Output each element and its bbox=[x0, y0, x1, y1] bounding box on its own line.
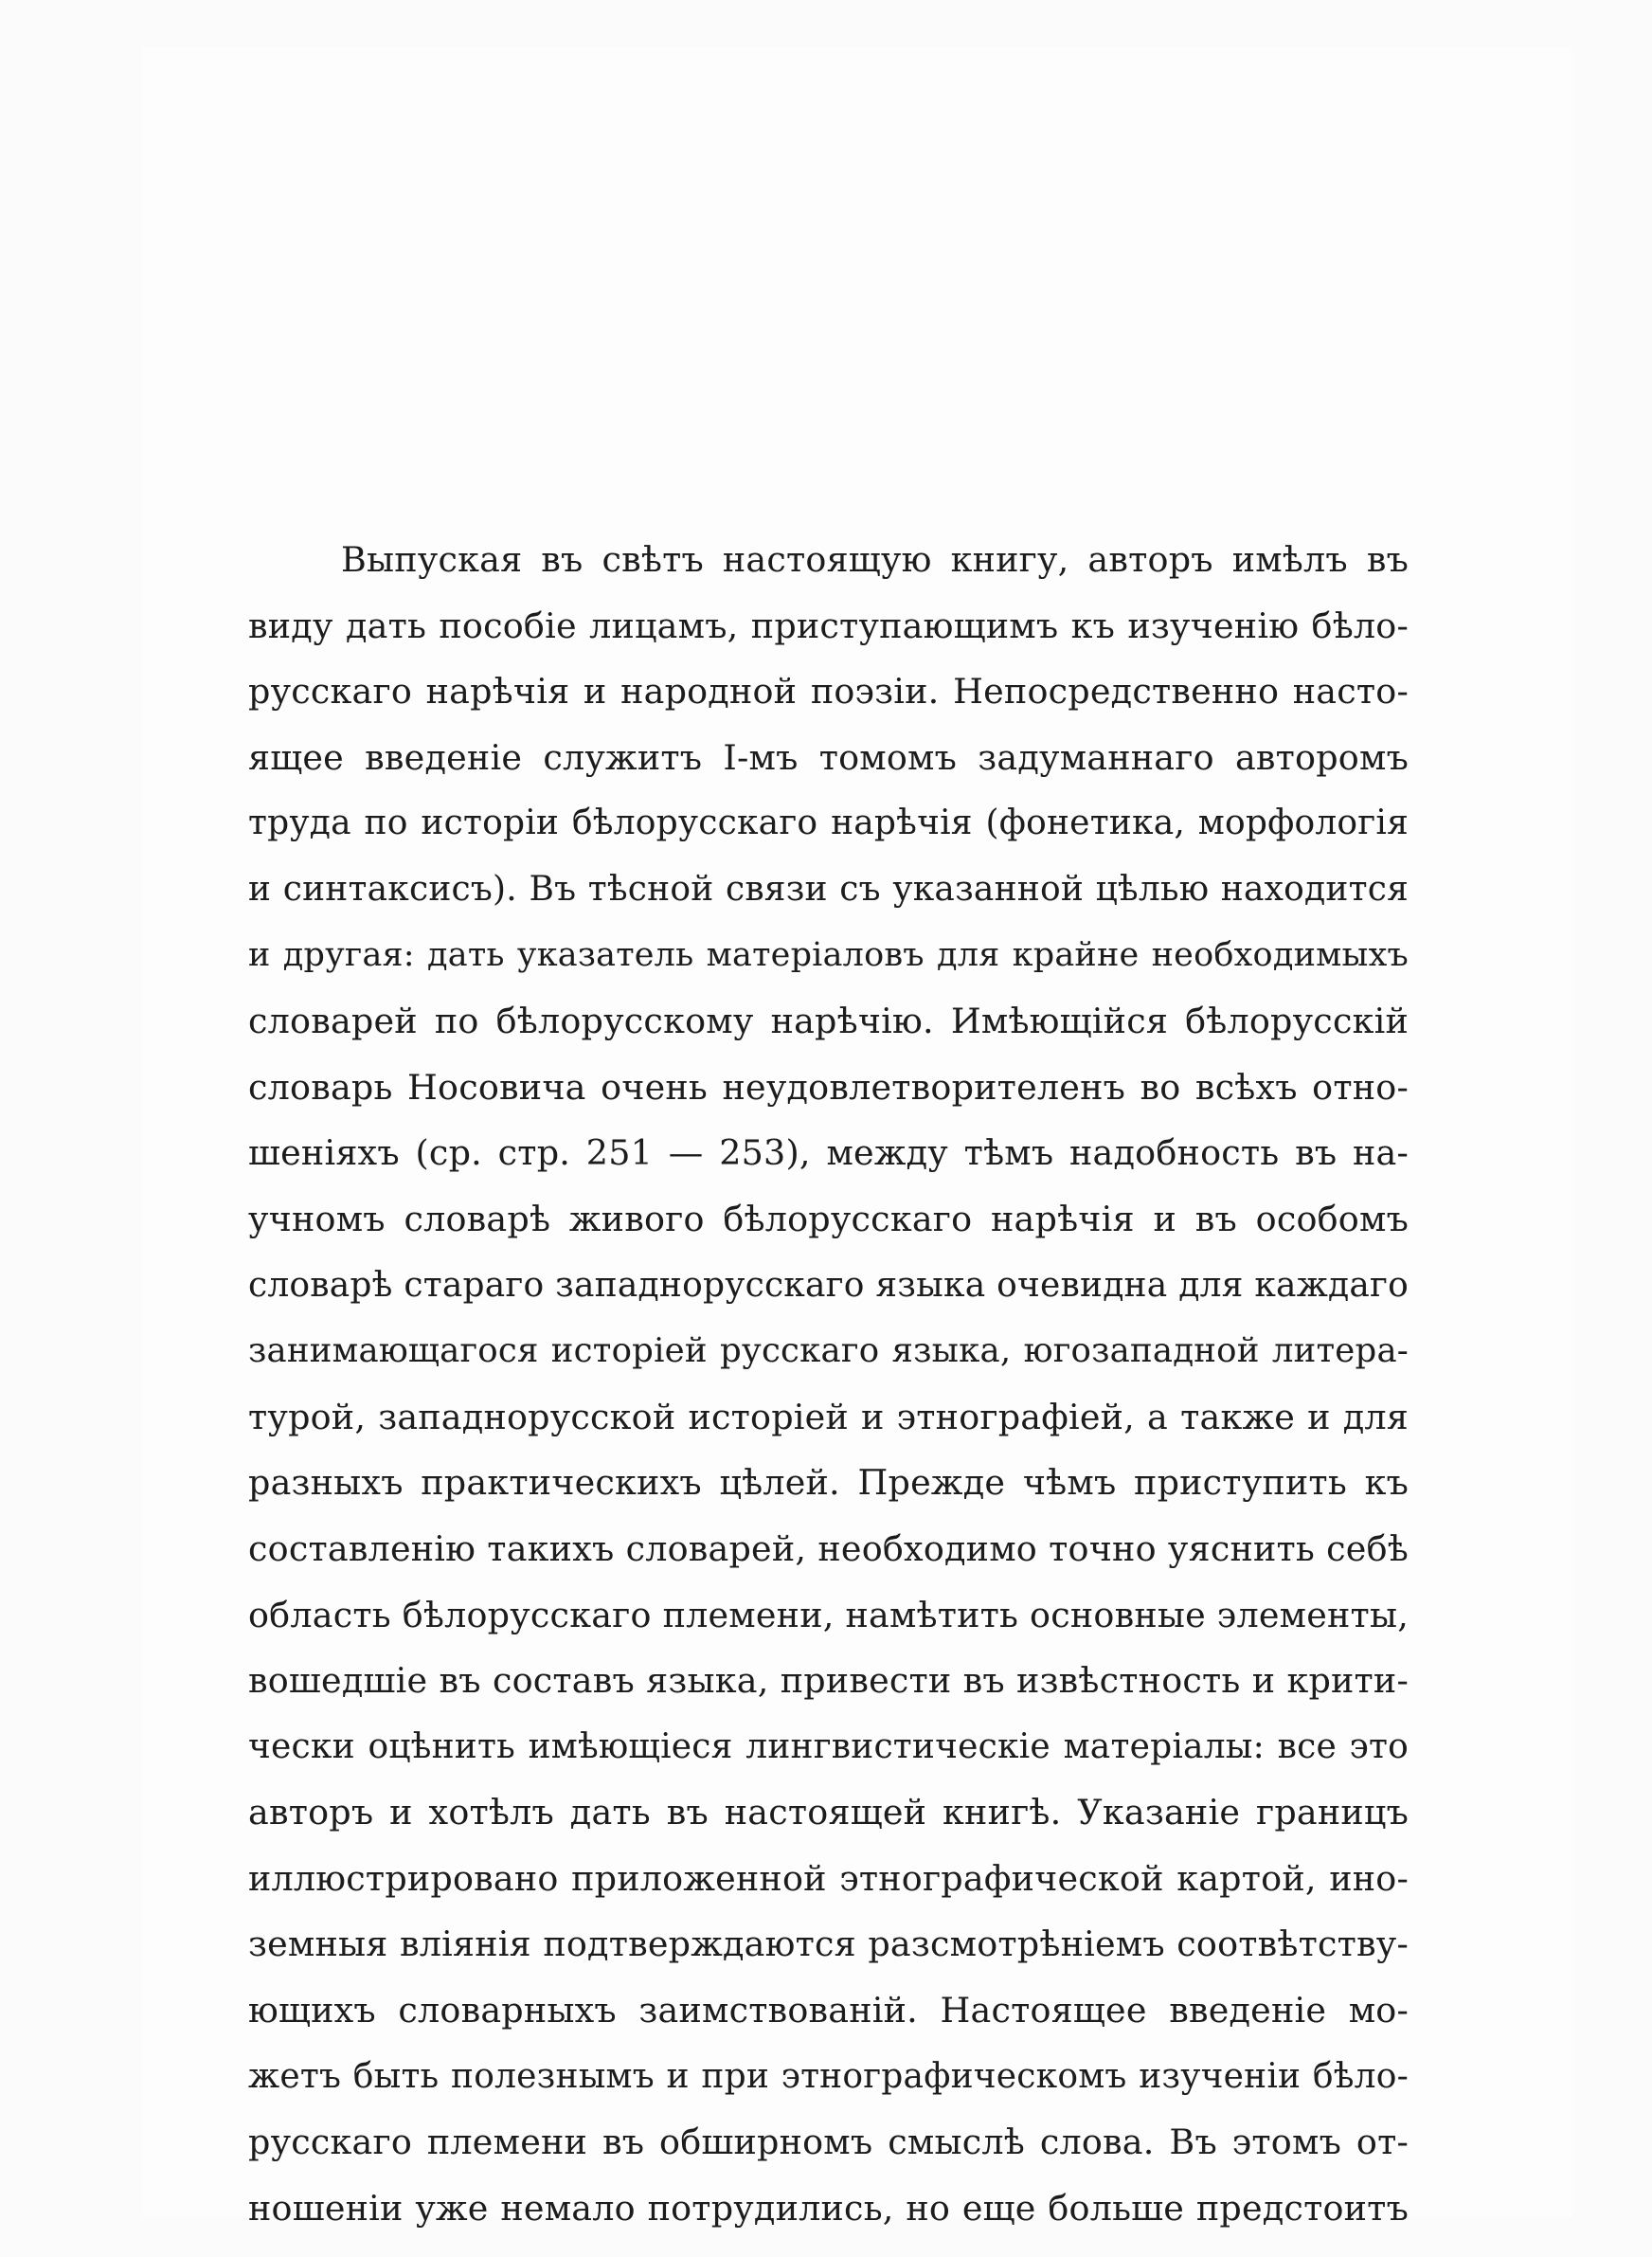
text-line: составленію такихъ словарей, необходимо точно уяснить себѣ bbox=[248, 1527, 1409, 1569]
text-line: виду дать пособіе лицамъ, приступающимъ къ изученію бѣло- bbox=[248, 605, 1409, 646]
text-line: авторъ и хотѣлъ дать въ настоящей книгѣ. Указаніе границъ bbox=[248, 1792, 1409, 1833]
text-line: иллюстрировано приложенной этнографической картой, ино- bbox=[248, 1857, 1409, 1899]
text-line: учномъ словарѣ живого бѣлорусскаго нарѣчія и въ особомъ bbox=[248, 1198, 1409, 1239]
text-line: вошедшіе въ составъ языка, привести въ извѣстность и крити- bbox=[248, 1660, 1409, 1702]
text-line: словарей по бѣлорусскому нарѣчію. Имѣющійся бѣлорусскій bbox=[248, 1001, 1409, 1042]
text-line: ющихъ словарныхъ заимствованій. Настоящее введеніе мо- bbox=[248, 1990, 1409, 2031]
text-line: жетъ быть полезнымъ и при этнографическомъ изученіи бѣло- bbox=[248, 2056, 1409, 2096]
text-line: русскаго нарѣчія и народной поэзіи. Непосредственно насто- bbox=[248, 671, 1409, 713]
text-line: шеніяхъ (ср. стр. 251 — 253), между тѣмъ надобность въ на- bbox=[248, 1132, 1409, 1174]
text-line: турой, западнорусской исторіей и этнографіей, а также и для bbox=[248, 1396, 1409, 1437]
text-line: Выпуская въ свѣтъ настоящую книгу, авторъ имѣлъ въ bbox=[341, 539, 1409, 580]
text-line: и другая: дать указатель матеріаловъ для крайне необходимыхъ bbox=[248, 935, 1409, 974]
preface-paragraph bbox=[248, 527, 1409, 2241]
text-line: русскаго племени въ обширномъ смыслѣ слова. Въ этомъ от- bbox=[248, 2122, 1409, 2163]
text-line: ящее введеніе служитъ I-мъ томомъ задуманнаго авторомъ bbox=[248, 736, 1409, 778]
text-line: ношеніи уже немало потрудились, но еще больше предстоитъ bbox=[248, 2187, 1409, 2229]
text-line: область бѣлорусскаго племени, намѣтить основные элементы, bbox=[248, 1594, 1409, 1635]
text-line: земныя вліянія подтверждаются разсмотрѣніемъ соотвѣтству- bbox=[248, 1923, 1409, 1965]
text-line: словарѣ стараго западнорусскаго языка очевидна для каждаго bbox=[248, 1265, 1409, 1305]
text-line: и синтаксисъ). Въ тѣсной связи съ указанной цѣлью находится bbox=[248, 869, 1409, 909]
text-line: чески оцѣнить имѣющіеся лингвистическіе матеріалы: все это bbox=[248, 1726, 1409, 1766]
text-line: словарь Носовича очень неудовлетворителенъ во всѣхъ отно- bbox=[248, 1066, 1409, 1108]
text-line: разныхъ практическихъ цѣлей. Прежде чѣмъ приступить къ bbox=[248, 1462, 1409, 1504]
text-line: труда по исторіи бѣлорусскаго нарѣчія (фонетика, морфологія bbox=[248, 803, 1409, 843]
text-line: занимающагося исторіей русскаго языка, югозападной литера- bbox=[248, 1331, 1409, 1371]
